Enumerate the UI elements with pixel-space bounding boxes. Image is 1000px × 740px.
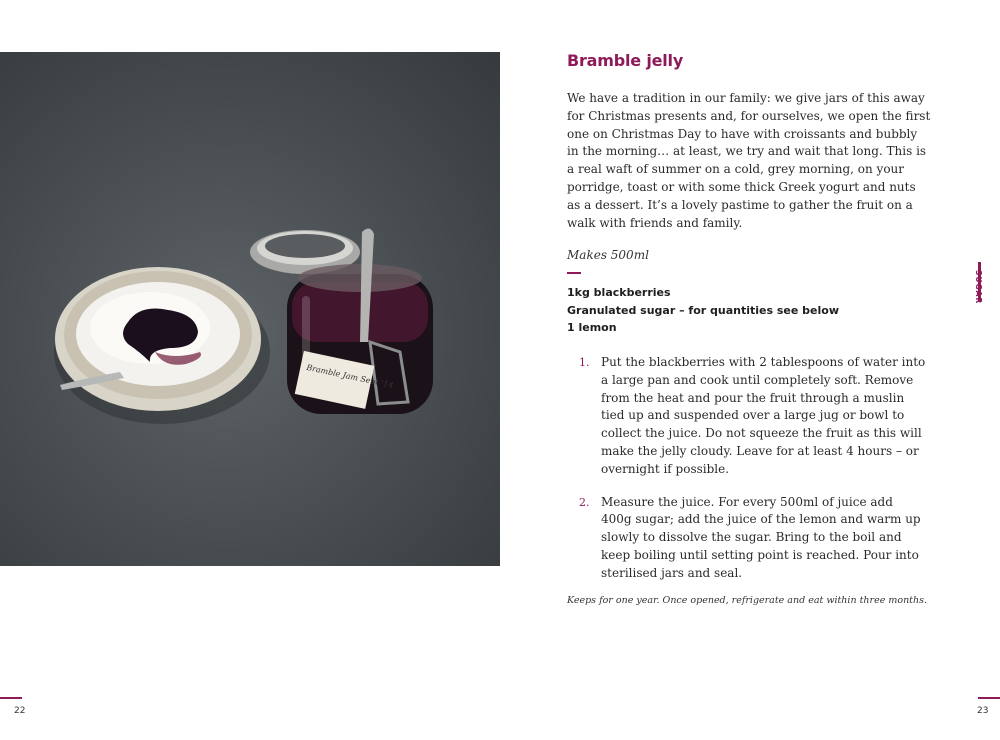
step-text: Put the blackberries with 2 tablespoons of water into a large pan and cook until completely soft. Remove from the heat and pour the fruit through a muslin tied up and suspended over a large jug or bowl to collect the juice. Do not squeeze the fruit as this will make the jelly cloudy. Leave for at least 4 hours – or overnight if possible. — [601, 355, 926, 476]
recipe-photo — [0, 52, 500, 566]
method-step — [567, 494, 927, 583]
method-step — [567, 354, 927, 479]
page-number-left: 22 — [14, 706, 26, 716]
jar-rim — [298, 264, 422, 292]
jar-label-text: Bramble Jam Sept '14 — [305, 362, 395, 391]
ingredient-list — [567, 284, 839, 337]
ingredient-item: Granulated sugar – for quantities see below — [567, 303, 839, 317]
storage-note: Keeps for one year. Once opened, refrigerate and eat within three months. — [567, 595, 928, 606]
ingredient-item: 1kg blackberries — [567, 286, 671, 299]
recipe-title: Bramble jelly — [567, 51, 684, 70]
recipe-yield: Makes 500ml — [567, 248, 649, 262]
section-tab-label: SUGAR — [974, 270, 983, 305]
accent-rule — [567, 272, 581, 274]
step-number: 1. — [579, 356, 590, 369]
step-number: 2. — [579, 495, 590, 509]
step-text: Measure the juice. For every 500ml of juice add 400g sugar; add the juice of the lemon and warm up slowly to dissolve the sugar. Bring to the boil and keep boiling until setting point is reached. Pour into sterilised jars and seal. — [601, 494, 921, 580]
page-marker-left — [0, 697, 22, 699]
recipe-intro: We have a tradition in our family: we give jars of this away for Christmas presents and, for ourselves, we open the first one on Christmas Day to have with croissants and bubbly in the morning… at least, we try and wait that long. This is a real waft of summer on a cold, grey morning, on your porridge, toast or with some thick Greek yogurt and nuts as a dessert. It’s a lovely pastime to gather the fruit on a walk with friends and family. — [567, 91, 931, 230]
page-number-right: 23 — [977, 706, 989, 716]
jar-lid-inner — [265, 234, 345, 258]
method-steps — [567, 354, 927, 598]
photo-illustration — [0, 52, 500, 566]
page-marker-right — [978, 697, 1000, 699]
ingredient-item: 1 lemon — [567, 321, 617, 334]
